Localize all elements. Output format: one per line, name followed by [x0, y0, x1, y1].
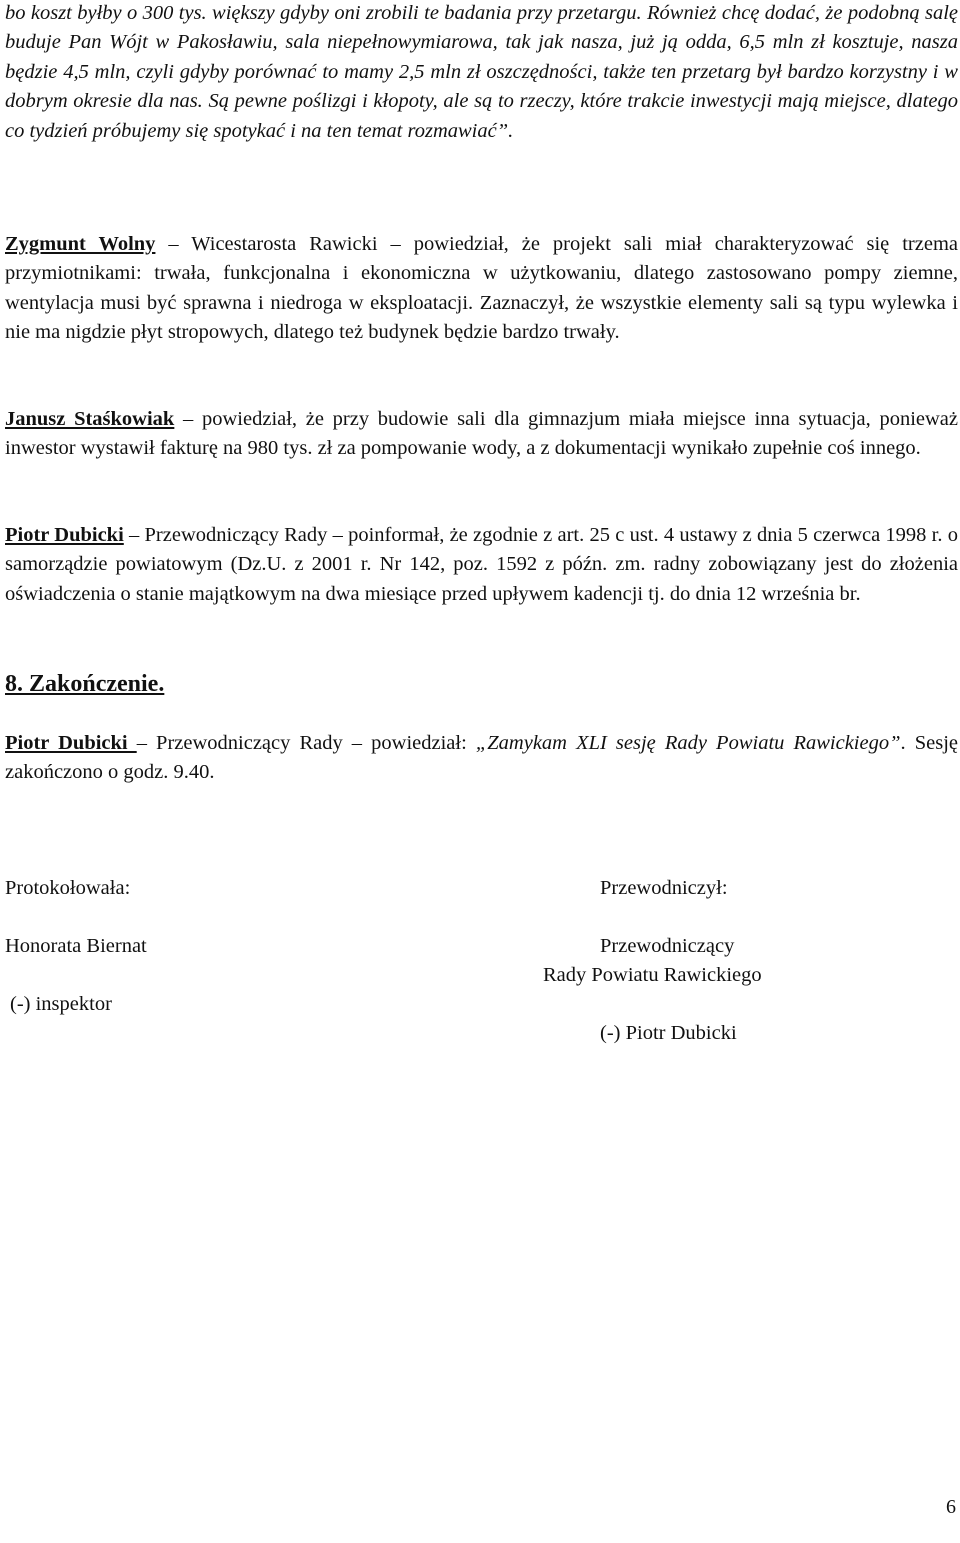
signature-right-label: Przewodniczył:: [600, 877, 728, 899]
signature-right-title: Przewodniczący: [600, 935, 735, 957]
paragraph-text: – Wicestarosta Rawicki – powiedział, że projekt sali miał charakteryzować się trzema przymiotnikami: trwała, funkcjonalna i ekonomiczna w użytkowaniu, dlatego zastosowano pompy ziemne, wentylacja musi być sprawna i niedroga w eksploatacji. Zaznaczył, że wszystkie elementy sali są typu wylewka i nie ma nigdzie płyt stropowych, dlatego też budynek będzie bardzo trwały.: [5, 233, 958, 344]
signature-right-body: Rady Powiatu Rawickiego: [543, 964, 762, 986]
signature-left-role: (-) inspektor: [10, 993, 112, 1015]
paragraph-janusz-staskowiak: [5, 405, 958, 464]
paragraph-piotr-dubicki: [5, 521, 958, 609]
signature-left-label: Protokołowała:: [5, 877, 131, 899]
paragraph-text: – Przewodniczący Rady – powiedział:: [136, 732, 476, 754]
speaker-name: Piotr Dubicki: [5, 732, 137, 754]
paragraph-text: – Przewodniczący Rady – poinformał, że zgodnie z art. 25 c ust. 4 ustawy z dnia 5 czerwca 1998 r. o samorządzie powiatowym (Dz.U. z 2001 r. Nr 142, poz. 1592 z późn. zm. radny zobowiązany jest do złożenia oświadczenia o stanie majątkowym na dwa miesiące przed upływem kadencji tj. do dnia 12 września br.: [5, 524, 958, 605]
paragraph-text: . Sesję zakończono o godz. 9.40.: [5, 732, 958, 784]
paragraph-continuation: [5, 0, 958, 146]
page-number: 6: [946, 1496, 956, 1518]
closing-quote: „Zamykam XLI sesję Rady Powiatu Rawickiego”: [475, 732, 901, 754]
signature-left-name: Honorata Biernat: [5, 935, 147, 957]
signature-right-name: (-) Piotr Dubicki: [600, 1022, 737, 1044]
paragraph-closing: [5, 729, 958, 788]
speaker-name: Piotr Dubicki: [5, 524, 124, 546]
quoted-statement: bo koszt byłby o 300 tys. większy gdyby oni zrobili te badania przy przetargu. Również chcę dodać, że podobną salę buduje Pan Wójt w Pakosławiu, sala niepełnowymiarowa, tak jak nasza, już ją odda, 6,5 mln zł kosztuje, nasza będzie 4,5 mln, czyli gdyby porównać to mamy 2,5 mln zł oszczędności, także ten przetarg był bardzo korzystny i w dobrym okresie dla nas. Są pewne poślizgi i kłopoty, ale są to rzeczy, które trakcie inwestycji mają miejsce, dlatego co tydzień próbujemy się spotykać i na ten temat rozmawiać”.: [5, 2, 958, 142]
paragraph-zygmunt-wolny: [5, 230, 958, 348]
section-heading: 8. Zakończenie.: [5, 671, 165, 697]
speaker-name: Janusz Staśkowiak: [5, 408, 175, 430]
paragraph-text: – powiedział, że przy budowie sali dla gimnazjum miała miejsce inna sytuacja, ponieważ inwestor wystawił fakturę na 980 tys. zł za pompowanie wody, a z dokumentacji wynikało zupełnie coś innego.: [5, 408, 958, 460]
speaker-name: Zygmunt Wolny: [5, 233, 156, 255]
